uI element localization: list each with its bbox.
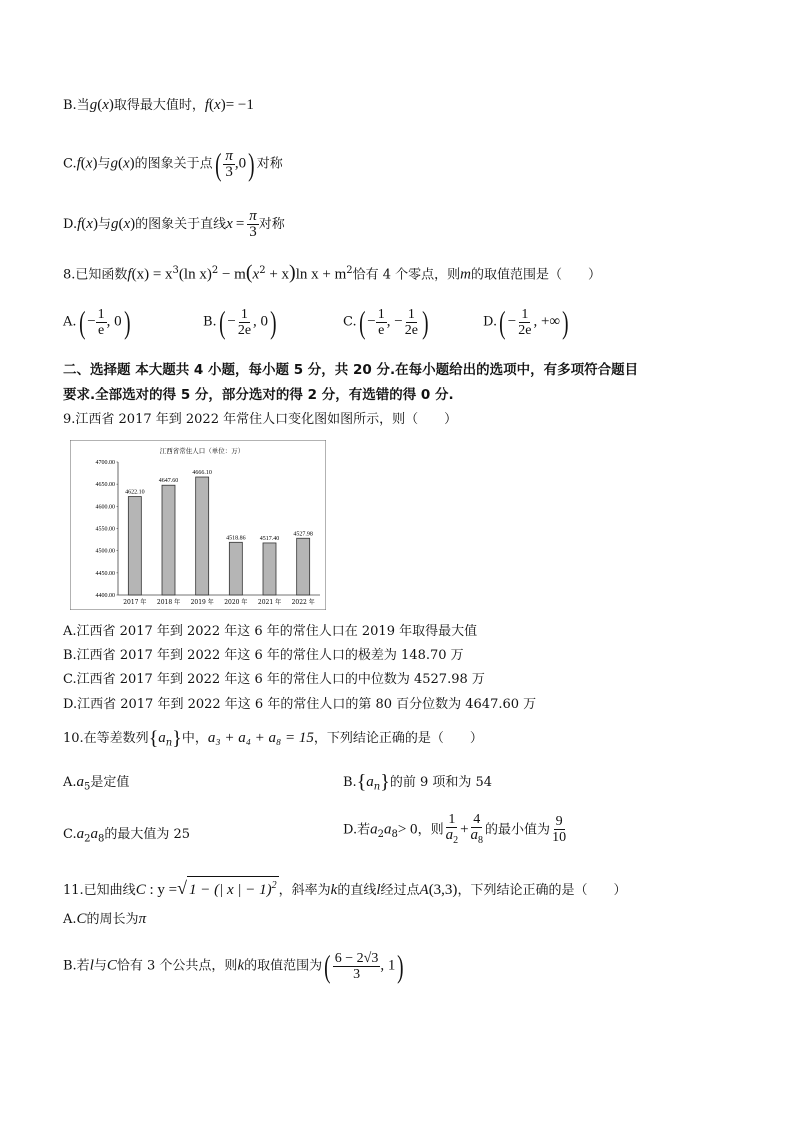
section-2-heading: 二、选择题 本大题共 4 小题，每小题 5 分，共 20 分.在每小题给出的选项中，有多项符合题目 xyxy=(63,362,639,378)
section-2-instructions: 要求.全部选对的得 5 分，部分选对的得 2 分，有选错的得 0 分. xyxy=(63,387,454,403)
q7-option-d: D.f(x)与g(x)的图象关于直线x = $\frac{\pi}{3}$ 对称 xyxy=(63,208,285,240)
q8-option-b: B.( − $\frac{1}{2e}$ , 0) xyxy=(203,304,277,340)
x-tick-label: 2022 年 xyxy=(291,599,315,606)
value-label: 4622.10 xyxy=(125,489,145,496)
y-tick-label: 4650.00 xyxy=(95,482,115,489)
q10-option-d: D.若$a_2a_8> 0$，则 $\frac{1}{a_2}$ + $\frac{4}{a_8}$ 的最小值为 $\frac{9}{10}$ xyxy=(343,812,567,846)
q10-option-a: $A.a_5$是定值 xyxy=(63,774,130,793)
q8-option-a: A.( − $\frac{1}{e}$ , 0) xyxy=(63,304,131,340)
q9-option-d: D.江西省 2017 年到 2022 年这 6 年的常住人口的第 80 百分位数为 4647.60 万 xyxy=(63,697,537,712)
q9-option-a: A.江西省 2017 年到 2022 年这 6 年的常住人口在 2019 年取得最大值 xyxy=(63,624,478,639)
q7-option-b: B.当g(x)取得最大值时，f(x)= −1 xyxy=(63,97,254,113)
q9-option-c: C.江西省 2017 年到 2022 年这 6 年的常住人口的中位数为 4527.98 万 xyxy=(63,672,485,687)
chart-title: 江西省常住人口（单位：万） xyxy=(159,447,245,455)
x-tick-label: 2017 年 xyxy=(123,599,147,606)
q11-stem: 11.已知曲线C : y =√ 1 − (| x | − 1)$^2$ ，斜率为k的直线l经过点A(3,3)，下列结论正确的是（ ） xyxy=(63,878,627,898)
pi-over-3-fraction: $\frac{\pi}{3}$ xyxy=(249,208,257,240)
x-tick-label: 2018 年 xyxy=(156,599,181,606)
value-label: 4518.86 xyxy=(226,535,246,542)
bar-2021 xyxy=(263,543,276,595)
q11-option-a: A.C的周长为π xyxy=(63,911,147,927)
chart-svg xyxy=(70,440,326,610)
y-tick-label: 4400.00 xyxy=(95,593,115,599)
population-bar-chart xyxy=(70,440,326,610)
bar-2020 xyxy=(229,542,242,595)
q10-stem: 10.在等差数列$\{a_n\}$中，a₃ + a₄ + a₈ = 15，下列结论正确的是（ ） xyxy=(63,727,483,750)
q8-option-c: C.( − $\frac{1}{e}$ , − $\frac{1}{2e}$ ) xyxy=(343,304,429,340)
q10-option-b: $B.\{a_n\}$的前 9 项和为 54 xyxy=(343,771,493,793)
x-tick-label: 2021 年 xyxy=(257,599,282,606)
y-tick-label: 4600.00 xyxy=(95,504,115,511)
q11-option-b: B.若l与C恰有 3 个公共点，则k的取值范围为( $\frac{6 - 2√3}{3}$ , 1) xyxy=(63,948,404,984)
bar-2022 xyxy=(297,538,310,595)
y-tick-label: 4450.00 xyxy=(95,570,115,577)
q8-stem: 8.已知函数$f(x) = x^3(\ln$ $x)^2 - m(x^2 + x)\ln$ $x + m^2$恰有 4 个零点，则m的取值范围是（ ） xyxy=(63,261,602,284)
value-label: 4527.98 xyxy=(293,531,313,538)
x-tick-label: 2020 年 xyxy=(224,599,248,606)
q7-option-c: C.f(x)与g(x)的图象关于点( $\frac{\pi}{3}$ ,0) 对称 xyxy=(63,146,283,182)
bar-2018 xyxy=(162,485,175,595)
y-tick-label: 4550.00 xyxy=(95,526,115,533)
value-label: 4666.10 xyxy=(192,470,212,477)
pi-over-3-fraction: $\frac{\pi}{3}$ xyxy=(225,147,233,180)
y-tick-label: 4700.00 xyxy=(95,460,115,466)
y-tick-label: 4500.00 xyxy=(95,548,115,555)
value-label: 4647.60 xyxy=(158,478,179,485)
bar-2017 xyxy=(128,497,141,595)
value-label: 4517.40 xyxy=(259,535,280,542)
x-tick-label: 2019 年 xyxy=(190,599,214,606)
q10-option-c: $C.a_2a_8$的最大值为 25 xyxy=(63,826,191,845)
q9-option-b: B.江西省 2017 年到 2022 年这 6 年的常住人口的极差为 148.70 万 xyxy=(63,648,464,663)
bar-2019 xyxy=(196,477,209,595)
q9-stem: 9.江西省 2017 年到 2022 年常住人口变化图如图所示，则（ ） xyxy=(63,412,458,427)
q8-option-d: D.( − $\frac{1}{2e}$ , +∞) xyxy=(483,304,569,340)
